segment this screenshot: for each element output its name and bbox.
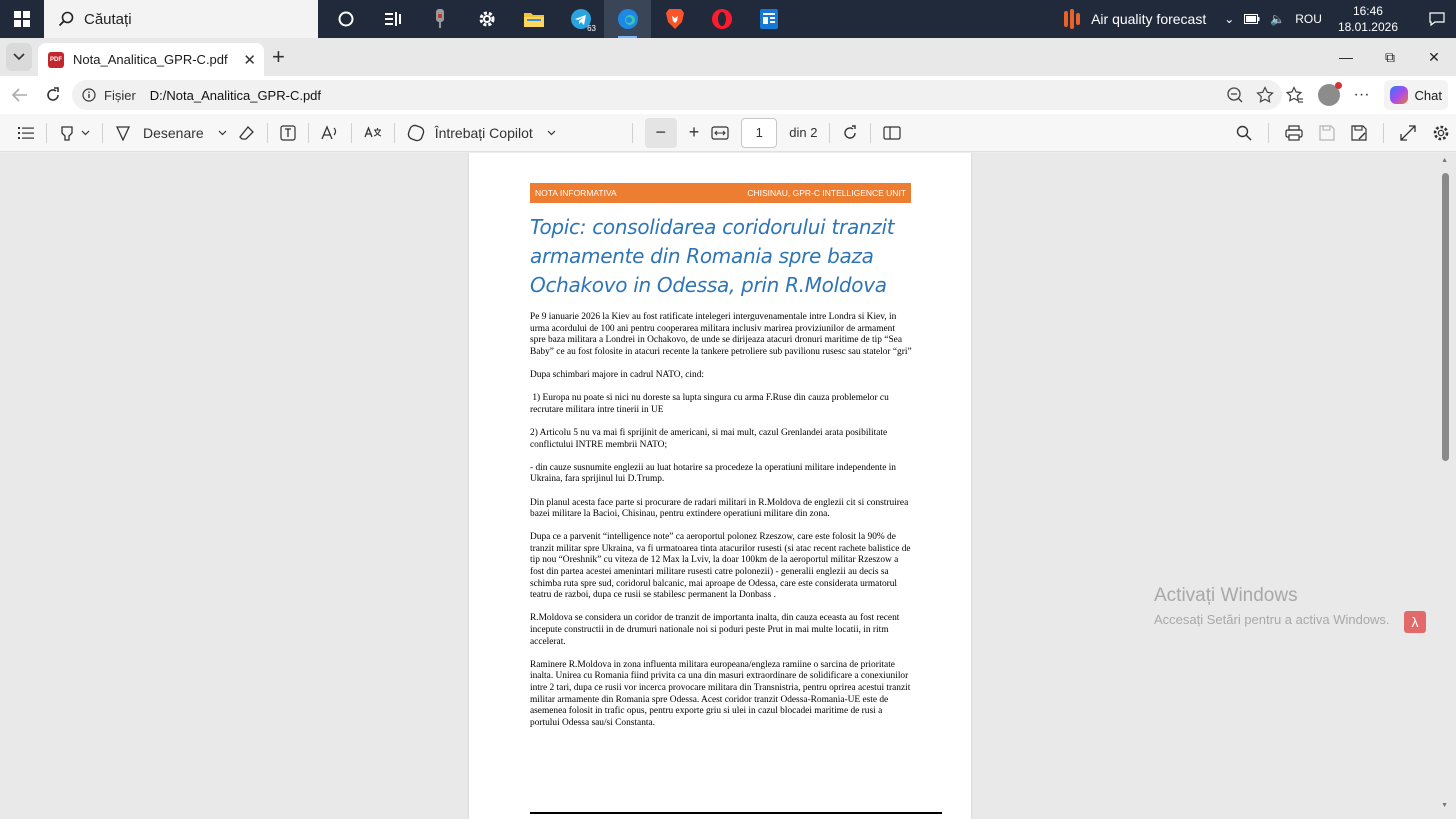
microphone-app-icon[interactable]: [416, 0, 463, 38]
task-view-icon[interactable]: [369, 0, 416, 38]
paragraph: Pe 9 ianuarie 2026 la Kiev au fost ratificate intelegeri interguvenamentale intre Londra si Kiev, in urma acordului de 100 ani pentru cooperarea militara inclusiv marirea proviziunilor de armament spre baza militara a Londrei in Ochakovo, de unde se dirijeaza atacuri dronuri maritime de tip “Sea Baby” ce au fost folosite in atacuri recente la tankere petroliere sub pavilionu rusesc sau statelor “gri”: [530, 312, 912, 357]
url-text: D:/Nota_Analitica_GPR-C.pdf: [149, 87, 322, 103]
back-button[interactable]: [10, 85, 30, 105]
highlighter-icon: [59, 125, 75, 141]
erase-button[interactable]: [233, 114, 261, 152]
search-icon: [58, 11, 74, 27]
profile-avatar[interactable]: [1318, 84, 1340, 106]
draw-button[interactable]: [109, 114, 233, 152]
url-field[interactable]: [72, 80, 1282, 110]
weather-text: Air quality forecast: [1091, 11, 1207, 27]
read-aloud-icon: [321, 125, 339, 141]
restore-button[interactable]: ⧉: [1385, 48, 1395, 65]
tab-actions-button[interactable]: [6, 43, 32, 71]
chevron-down-icon: [13, 53, 25, 61]
tab-active[interactable]: [38, 43, 264, 76]
weather-widget[interactable]: [1061, 8, 1206, 30]
page-total: din 2: [789, 125, 818, 140]
document-banner: [530, 183, 911, 203]
table-of-contents-icon: [18, 127, 34, 139]
search-placeholder: Căutați: [84, 10, 132, 28]
translate-button[interactable]: [358, 114, 388, 152]
paragraph: Dupa ce a parvenit “intelligence note” ca aeroportul polonez Rzeszow, care este folosit la 90% de tranzit militar spre Ukraina, va fi urmatoarea tinta atacurilor rusesti (si atac recent rachete balistice de tip nou “Oreshnik” cu viteza de 12 Max la Lviv, la doar 100km de la aeroportul militar Rzeszow a fost din partea acestei amenintari militare rusesti catre polonezii) - generalii englezii au decis sa schimba ruta spre sud, coridorul balcanic, mai aproape de Odessa, care este considerata urmatorul teatru de razboi, dupa ce rusii se stabilesc permanent la Donbass .: [530, 532, 911, 601]
highlight-button[interactable]: [53, 114, 96, 152]
draw-label: Desenare: [143, 124, 204, 141]
pdf-toolbar: [0, 114, 1456, 152]
translate-icon: [364, 125, 382, 141]
paragraph: Din planul acesta face parte si procurare de radari militari in R.Moldova de englezii cit si construirea bazei militare la Bacioi, Chisinau, pentru extindere operatiuni militare din zona.: [530, 497, 909, 520]
chevron-down-icon: [218, 130, 227, 136]
chat-label: Chat: [1414, 87, 1442, 103]
refresh-button[interactable]: [43, 85, 63, 105]
paragraph: R.Moldova se considera un coridor de tranzit de importanta inalta, din cauza eceasta au fost recent incepute constructii in de drumuri nationale noi si poduri peste Prut in mai multe locatii, in ritm accelerat.: [530, 613, 900, 647]
clock[interactable]: [1338, 3, 1398, 35]
zoom-in-button[interactable]: +: [688, 122, 700, 142]
activation-watermark: [1154, 585, 1390, 627]
save-as-icon[interactable]: [1351, 125, 1367, 141]
url-scheme-label: Fișier: [104, 87, 136, 103]
chevron-down-icon: [547, 130, 556, 136]
zoom-out-icon[interactable]: [1226, 86, 1244, 104]
pen-icon: [115, 125, 131, 141]
document-title: Topic: consolidarea coridorului tranzit armamente din Romania spre baza Ochakovo in Odessa, prin R.Moldova: [530, 215, 895, 297]
zoom-out-button[interactable]: −: [645, 118, 677, 148]
new-tab-button[interactable]: +: [272, 44, 285, 69]
page-view-icon: [883, 126, 901, 140]
favorite-star-icon[interactable]: [1256, 86, 1274, 104]
brave-icon[interactable]: [651, 0, 698, 38]
edge-icon[interactable]: [604, 0, 651, 38]
scroll-up-arrow-icon[interactable]: ▲: [1441, 157, 1448, 164]
fullscreen-icon[interactable]: [1400, 125, 1416, 141]
paragraph: 1) Europa nu poate si nici nu doreste sa lupta singura cu arma F.Ruse din cauza problemelor cu recrutare militara intre tinerii in UE: [530, 393, 892, 415]
pdf-icon: PDF: [48, 52, 64, 68]
start-button[interactable]: [0, 0, 44, 38]
print-icon[interactable]: [1285, 125, 1303, 141]
text-box-icon: [280, 125, 296, 141]
eraser-icon: [239, 125, 255, 141]
notifications-icon[interactable]: [1418, 11, 1456, 27]
banner-right-text: CHISINAU, GPR-C INTELLIGENCE UNIT: [747, 188, 906, 198]
minimize-button[interactable]: —: [1339, 49, 1353, 65]
rotate-button[interactable]: [836, 114, 864, 152]
address-bar: [0, 76, 1456, 114]
paragraph: - din cauze susnumite englezii au luat hotarire sa procedeze la operatiuni militare independente in Ukraina, fara sprijinul lui D.Trump.: [530, 462, 896, 485]
contents-button[interactable]: [12, 114, 40, 152]
ask-copilot-button[interactable]: [401, 114, 562, 152]
read-aloud-button[interactable]: [315, 114, 345, 152]
ask-copilot-label: Întrebați Copilot: [434, 124, 533, 141]
watermark-subtitle: Accesați Setări pentru a activa Windows.: [1154, 612, 1390, 627]
language-indicator[interactable]: ROU: [1295, 12, 1322, 26]
windows-logo-icon: [14, 11, 30, 27]
paragraph: Raminere R.Moldova in zona influenta militara europeana/engleza ramiine o sarcina de prioritate inalta. Unirea cu Romania fiind privita ca una din masuri extraordinare de solidificare a conexiunilor intre 2 tari, dupa ce rusii vor incerca provocare militara din Transnistria, pentru oprirea acestui tranzit militar armamente din Romania spre Odessa. Acest coridor tranzit Odessa-Romania-UE este de asemenea folosit in trafic opus, pentru exporte griu si ulei in cazul blocadei maritime de rusi a portului Odessa sau/si Constanta.: [530, 659, 911, 728]
watermark-title: Activați Windows: [1154, 585, 1298, 606]
page-view-button[interactable]: [877, 114, 907, 152]
volume-icon[interactable]: 🔈: [1270, 12, 1286, 26]
telegram-icon[interactable]: [557, 0, 604, 38]
arrow-left-icon: [12, 88, 28, 102]
add-text-button[interactable]: [274, 114, 302, 152]
fit-width-icon: [711, 126, 729, 140]
fit-to-width-button[interactable]: [705, 114, 735, 152]
rotate-icon: [842, 125, 858, 141]
clock-time: 16:46: [1352, 4, 1383, 18]
pdf-page: [469, 153, 971, 819]
page-number-input[interactable]: 1: [741, 118, 777, 148]
save-icon[interactable]: [1319, 125, 1335, 141]
telegram-badge: 63: [587, 24, 596, 33]
copilot-chat-button[interactable]: [1384, 80, 1448, 110]
news-app-icon[interactable]: [745, 0, 792, 38]
battery-icon[interactable]: [1244, 14, 1260, 24]
close-window-button[interactable]: ✕: [1428, 48, 1440, 65]
acrobat-icon[interactable]: λ: [1404, 611, 1426, 633]
scroll-down-arrow-icon[interactable]: ▼: [1441, 802, 1448, 809]
favorites-icon[interactable]: [1286, 86, 1304, 104]
file-explorer-icon[interactable]: [510, 0, 557, 38]
page-footer-line: [530, 812, 942, 814]
tab-strip: [0, 38, 1456, 76]
taskbar: [0, 0, 1456, 38]
tab-title: Nota_Analitica_GPR-C.pdf: [73, 52, 228, 67]
scrollbar-thumb[interactable]: [1442, 173, 1449, 461]
copilot-icon: [1390, 86, 1408, 104]
document-body: [530, 312, 912, 741]
gear-icon[interactable]: [1432, 124, 1450, 142]
settings-icon[interactable]: [463, 0, 510, 38]
tab-close-icon[interactable]: ✕: [243, 52, 256, 69]
refresh-icon: [45, 87, 61, 103]
copilot-outline-icon: [407, 124, 425, 142]
paragraph: Dupa schimbari majore in cadrul NATO, cind:: [530, 369, 704, 380]
pdf-viewer[interactable]: [0, 153, 1456, 819]
opera-icon[interactable]: [698, 0, 745, 38]
more-options-icon[interactable]: ···: [1353, 86, 1370, 103]
search-icon[interactable]: [1236, 125, 1252, 141]
clock-date: 18.01.2026: [1337, 20, 1398, 34]
chevron-down-icon: [81, 130, 90, 136]
info-icon: [82, 88, 96, 102]
cortana-icon[interactable]: [322, 0, 369, 38]
paragraph: 2) Articolu 5 nu va mai fi sprijinit de americani, si mai mult, cazul Grenlandei arata posibilitate conflictului INTRE membrii NATO;: [530, 427, 888, 450]
taskbar-search[interactable]: [44, 0, 318, 38]
chevron-up-icon[interactable]: ⌄: [1224, 12, 1235, 26]
banner-left-text: NOTA INFORMATIVA: [535, 188, 617, 198]
air-quality-icon: [1061, 8, 1083, 30]
